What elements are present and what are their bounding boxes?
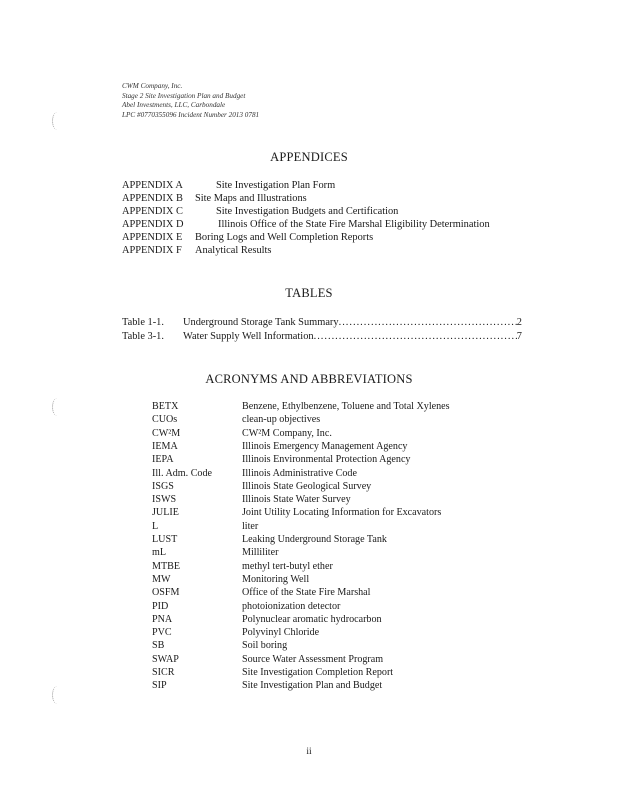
acronym-row	[152, 614, 382, 625]
acronym-row	[152, 401, 450, 412]
acronym: SICR	[152, 667, 175, 678]
acronym: ISGS	[152, 480, 174, 492]
acronym-row	[152, 627, 319, 638]
acronym: JULIE	[152, 507, 179, 519]
appendix-code: APPENDIX B	[122, 193, 183, 204]
acronym-row	[152, 680, 382, 691]
acronym-definition: Site Investigation Completion Report	[242, 667, 394, 678]
table-title: Underground Storage Tank Summary	[183, 317, 339, 328]
acronym-definition: Polynuclear aromatic hydrocarbon	[242, 613, 382, 625]
acronym: MTBE	[152, 560, 181, 572]
table-list-row	[122, 317, 522, 328]
appendices-heading: APPENDICES	[270, 150, 348, 164]
document-header	[122, 82, 259, 120]
acronym: PVC	[152, 627, 172, 639]
acronym: LUST	[152, 534, 178, 545]
header-incident: LPC #0770355096 Incident Number 2013 0781	[122, 110, 260, 119]
acronym-definition: Illinois Administrative Code	[242, 467, 357, 479]
appendix-description: Analytical Results	[195, 245, 272, 256]
acronym-row	[152, 561, 333, 572]
acronym-row	[152, 521, 258, 532]
table-list-row	[122, 331, 522, 342]
acronym-definition: Benzene, Ethylbenzene, Toluene and Total Xylenes	[242, 401, 450, 412]
acronym-row	[152, 441, 407, 452]
appendix-description: Site Investigation Budgets and Certification	[216, 206, 399, 217]
acronym-definition: CW²M Company, Inc.	[242, 427, 332, 439]
acronym-definition: Illinois Environmental Protection Agency	[242, 454, 411, 466]
acronym-definition: Office of the State Fire Marshal	[242, 587, 371, 599]
acronym: CW²M	[152, 427, 181, 439]
appendix-row	[122, 245, 271, 256]
acronym: Ill. Adm. Code	[152, 467, 213, 479]
acronym-definition: liter	[242, 520, 259, 532]
acronym-row	[152, 574, 309, 585]
acronym: MW	[152, 573, 171, 585]
appendix-code: APPENDIX C	[122, 206, 183, 217]
acronym-row	[152, 468, 357, 479]
acronym-row	[152, 414, 320, 425]
dot-leader	[339, 317, 517, 328]
acronym-row	[152, 587, 370, 598]
acronym-definition: photoionization detector	[242, 600, 341, 612]
appendix-row	[122, 219, 490, 230]
acronym: IEMA	[152, 440, 178, 452]
table-title: Water Supply Well Information	[183, 331, 314, 342]
appendix-row	[122, 193, 307, 204]
acronym: SIP	[152, 680, 167, 692]
acronym: CUOs	[152, 414, 178, 426]
acronym-definition: Site Investigation Plan and Budget	[242, 680, 383, 692]
acronym-row	[152, 601, 340, 612]
appendix-description: Site Maps and Illustrations	[195, 193, 307, 204]
acronym-definition: Illinois State Geological Survey	[242, 480, 372, 492]
acronym-row	[152, 534, 387, 545]
dot-leader	[314, 331, 517, 342]
header-client: Abel Investments, LLC, Carbondale	[122, 101, 226, 110]
appendix-row	[122, 180, 335, 191]
acronym-row	[152, 428, 332, 439]
header-report-title: Stage 2 Site Investigation Plan and Budget	[122, 91, 246, 100]
header-company: CWM Company, Inc.	[122, 82, 183, 90]
acronym-row	[152, 507, 441, 518]
acronym-definition: Leaking Underground Storage Tank	[242, 534, 387, 545]
acronym: PNA	[152, 613, 173, 625]
acronym: PID	[152, 600, 169, 612]
appendix-code: APPENDIX A	[122, 180, 183, 191]
punch-hole-mark	[52, 686, 63, 704]
table-number: Table 3-1.	[122, 331, 164, 342]
appendix-row	[122, 206, 398, 217]
punch-hole-mark	[52, 112, 63, 130]
table-number: Table 1-1.	[122, 317, 164, 328]
acronym-row	[152, 640, 287, 651]
table-page-number: 2	[516, 317, 522, 328]
tables-heading: TABLES	[285, 286, 333, 300]
acronym: mL	[152, 547, 167, 559]
appendix-description: Site Investigation Plan Form	[216, 180, 336, 191]
acronym-definition: Source Water Assessment Program	[242, 653, 384, 665]
acronym-definition: Polyvinyl Chloride	[242, 627, 320, 639]
page-number: ii	[306, 747, 312, 757]
acronym: SWAP	[152, 653, 179, 665]
appendix-description: Illinois Office of the State Fire Marshal Eligibility Determination	[218, 219, 490, 230]
acronym-definition: Monitoring Well	[242, 573, 310, 585]
acronym-row	[152, 654, 383, 665]
appendix-code: APPENDIX D	[122, 219, 184, 230]
punch-hole-mark	[52, 398, 63, 416]
acronyms-heading: ACRONYMS AND ABBREVIATIONS	[205, 372, 413, 386]
acronym-definition: Milliliter	[242, 547, 279, 559]
acronym: SB	[152, 640, 165, 652]
acronym: ISWS	[152, 494, 177, 506]
acronym: L	[152, 520, 159, 532]
acronym-definition: Illinois State Water Survey	[242, 494, 351, 506]
table-page-number: 7	[516, 331, 522, 342]
acronym-row	[152, 481, 371, 492]
acronym-definition: methyl tert-butyl ether	[242, 560, 333, 572]
appendix-description: Boring Logs and Well Completion Reports	[195, 232, 374, 243]
acronym-row	[152, 667, 393, 678]
acronym-row	[152, 547, 278, 558]
appendix-code: APPENDIX E	[122, 232, 183, 243]
acronym-definition: clean-up objectives	[242, 414, 321, 426]
appendix-code: APPENDIX F	[122, 245, 182, 256]
appendix-row	[122, 232, 373, 243]
acronym: IEPA	[152, 454, 174, 466]
acronym: OSFM	[152, 587, 180, 599]
acronym-row	[152, 454, 410, 465]
acronym-row	[152, 494, 351, 505]
acronym-definition: Illinois Emergency Management Agency	[242, 440, 408, 452]
acronym: BETX	[152, 401, 179, 412]
acronym-definition: Joint Utility Locating Information for Excavators	[242, 507, 442, 519]
acronym-definition: Soil boring	[242, 640, 288, 652]
